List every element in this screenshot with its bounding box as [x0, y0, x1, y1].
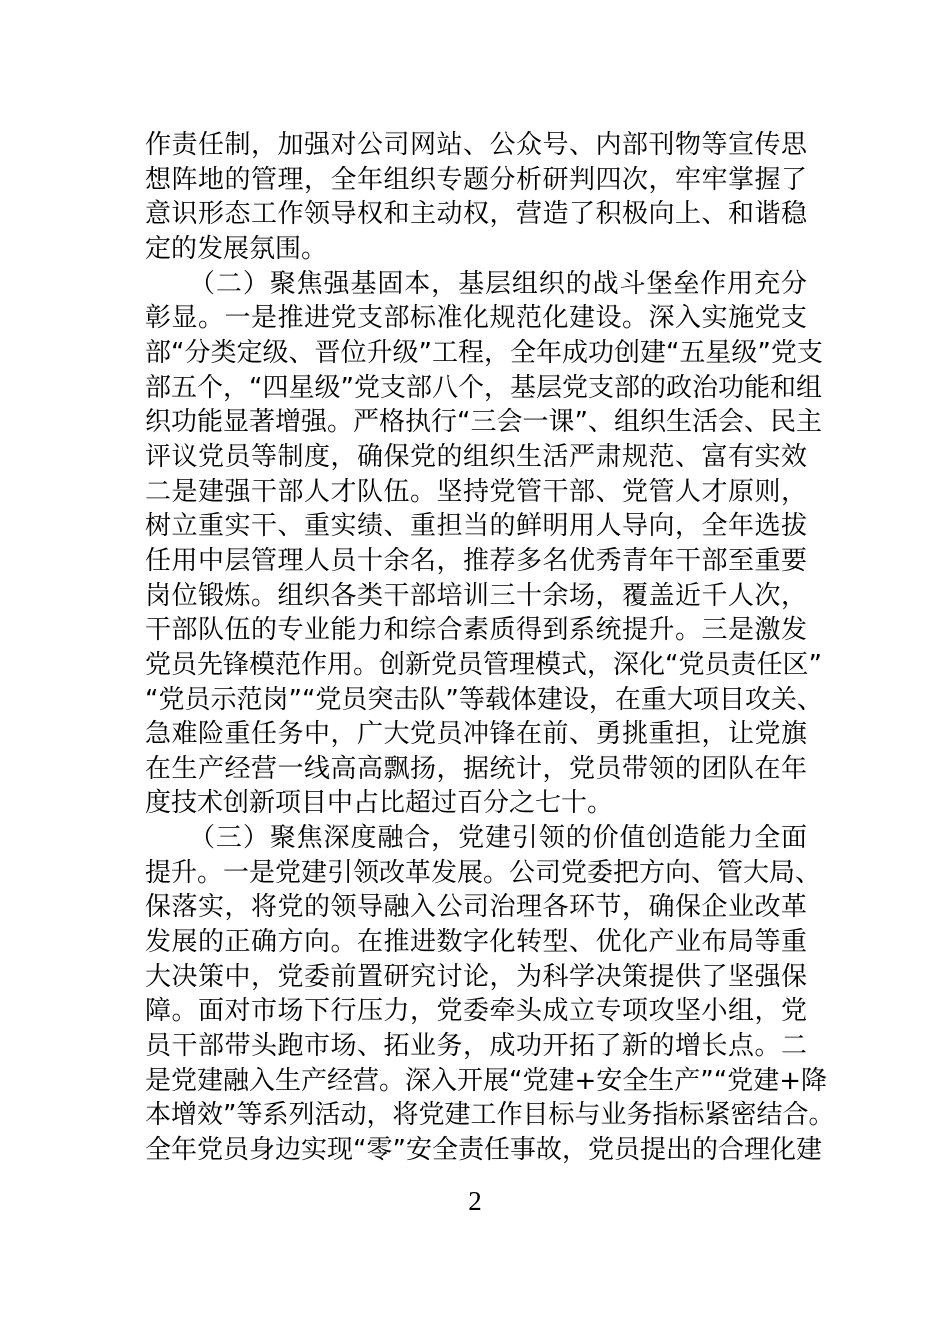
text-line: 度技术创新项目中占比超过百分之七十。: [145, 788, 614, 819]
text-line: 二是建强干部人才队伍。坚持党管干部、党管人才原则，: [145, 476, 807, 507]
text-line: 作责任制，加强对公司网站、公众号、内部刊物等宣传思: [145, 130, 807, 160]
section-heading-line: （二）聚焦强基固本，基层组织的战斗堡垒作用充分: [189, 268, 807, 299]
text-line: 提升。一是党建引领改革发展。公司党委把方向、管大局、: [145, 857, 822, 888]
text-line: 评议党员等制度，确保党的组织生活严肃规范、富有实效: [145, 441, 807, 472]
text-line: 大决策中，党委前置研究讨论，为科学决策提供了坚强保: [145, 961, 807, 992]
text-line: 任用中层管理人员十余名，推荐多名优秀青年干部至重要: [145, 545, 807, 576]
text-line: 党员先锋模范作用。创新党员管理模式，深化“党员责任区”: [145, 649, 822, 680]
text-line: 保落实，将党的领导融入公司治理各环节，确保企业改革: [145, 892, 807, 923]
text-line: 意识形态工作领导权和主动权，营造了积极向上、和谐稳: [145, 199, 807, 230]
text-line: 岗位锻炼。组织各类干部培训三十余场，覆盖近千人次，: [145, 580, 807, 611]
text-line: 定的发展氛围。: [145, 233, 328, 264]
text-line: 发展的正确方向。在推进数字化转型、优化产业布局等重: [145, 927, 807, 958]
text-line: 彰显。一是推进党支部标准化规范化建设。深入实施党支: [145, 303, 807, 334]
text-line: 想阵地的管理，全年组织专题分析研判四次，牢牢掌握了: [145, 164, 807, 195]
section-heading-line: （三）聚焦深度融合，党建引领的价值创造能力全面: [189, 823, 807, 854]
text-line: 员干部带头跑市场、拓业务，成功开拓了新的增长点。二: [145, 1031, 807, 1062]
text-line: 干部队伍的专业能力和综合素质得到系统提升。三是激发: [145, 615, 807, 646]
text-line: 全年党员身边实现“零”安全责任事故，党员提出的合理化建: [145, 1135, 822, 1166]
text-line: 树立重实干、重实绩、重担当的鲜明用人导向，全年选拔: [145, 511, 807, 542]
body-text: [145, 128, 835, 1168]
text-line: 急难险重任务中，广大党员冲锋在前、勇挑重担，让党旗: [145, 719, 807, 750]
page-number: 2: [468, 1186, 482, 1216]
text-line: 是党建融入生产经营。深入开展“党建+安全生产”“党建+降: [145, 1065, 827, 1096]
text-line: 障。面对市场下行压力，党委牵头成立专项攻坚小组，党: [145, 996, 807, 1027]
text-line: “党员示范岗”“党员突击队”等载体建设，在重大项目攻关、: [145, 684, 823, 715]
text-line: 部“分类定级、晋位升级”工程，全年成功创建“五星级”党支: [145, 337, 823, 368]
text-line: 本增效”等系列活动，将党建工作目标与业务指标紧密结合。: [145, 1100, 835, 1131]
text-line: 在生产经营一线高高飘扬，据统计，党员带领的团队在年: [145, 753, 807, 784]
text-line: 部五个，“四星级”党支部八个，基层党支部的政治功能和组: [145, 372, 822, 403]
text-line: 织功能显著增强。严格执行“三会一课”、组织生活会、民主: [145, 407, 822, 438]
